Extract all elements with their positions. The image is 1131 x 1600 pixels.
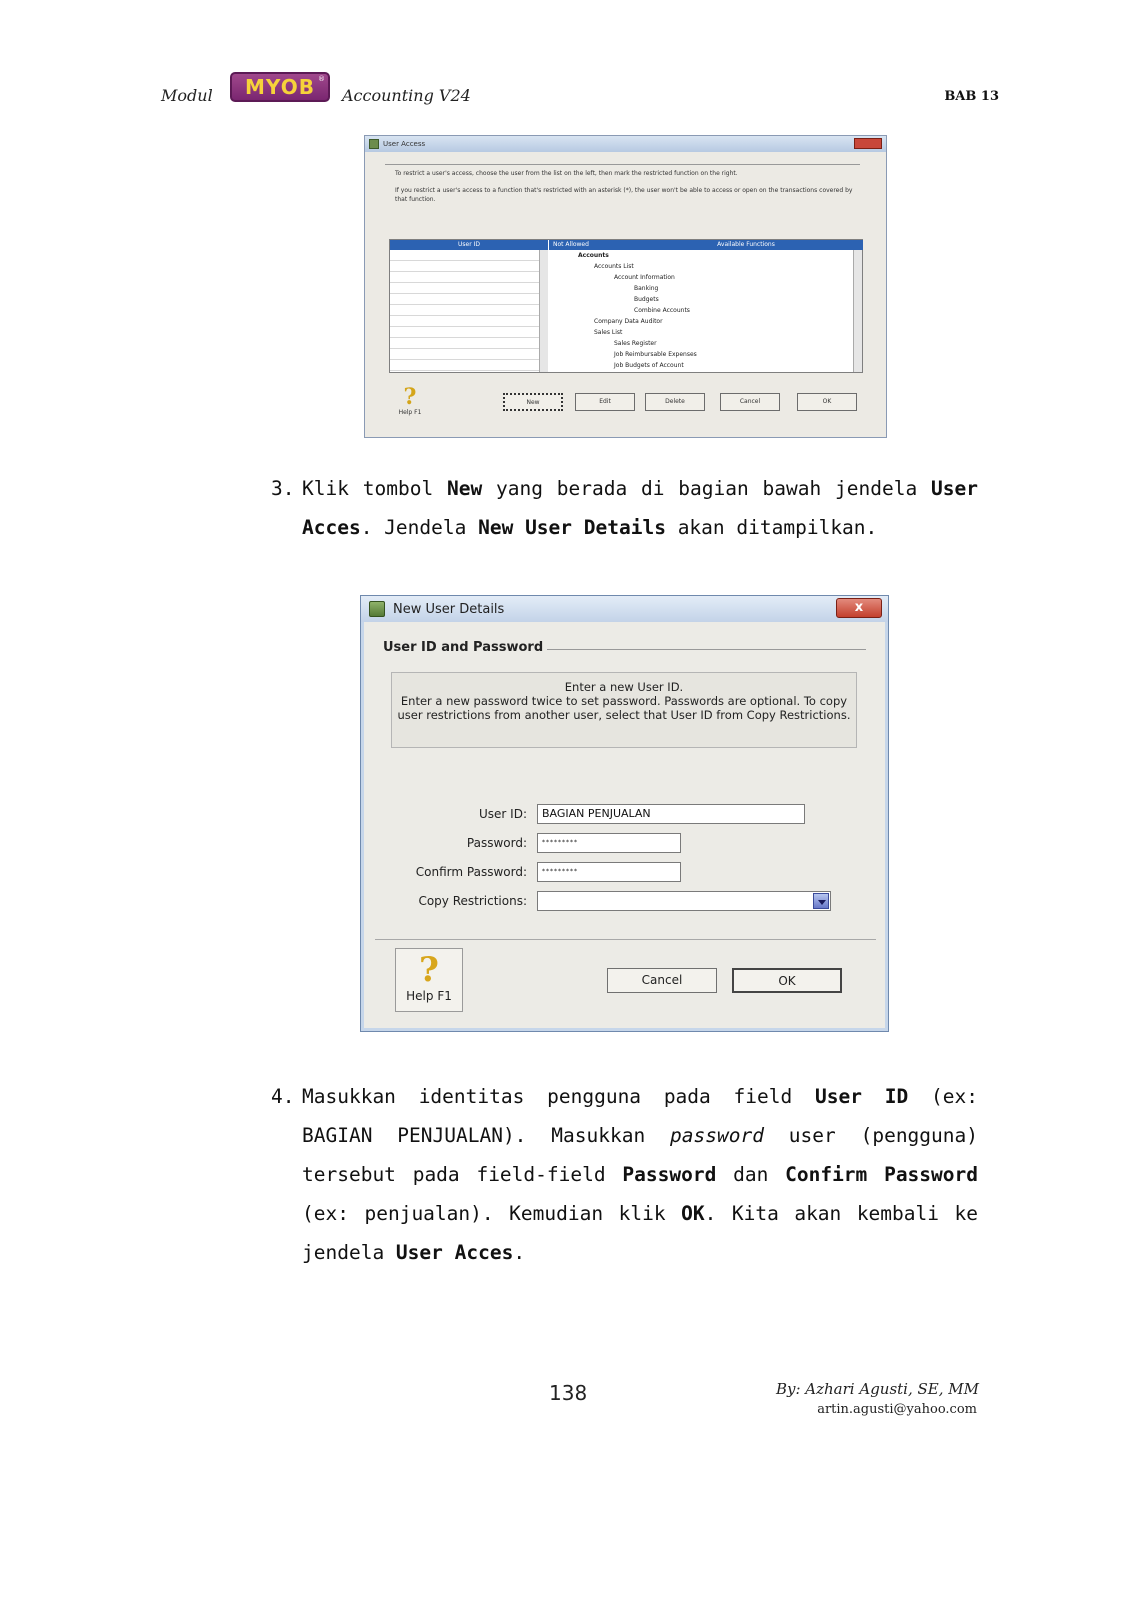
confirm-password-input[interactable]: *********: [537, 862, 681, 882]
copy-restrictions-select[interactable]: [537, 891, 831, 911]
header-accounting: Accounting V24: [342, 86, 471, 105]
user-access-titlebar: [365, 136, 886, 152]
tree-item[interactable]: Budgets: [634, 296, 659, 303]
new-user-title: New User Details: [393, 601, 505, 617]
copy-restrictions-label: Copy Restrictions:: [418, 894, 527, 908]
text: (ex: BAGIAN PENJUALAN). Masukkan: [302, 1085, 978, 1147]
divider: [375, 939, 876, 940]
app-icon: [369, 139, 379, 149]
chapter-label: BAB 13: [944, 89, 999, 104]
tree-item[interactable]: Job Budgets of Account: [614, 362, 684, 369]
info-line: Enter a new User ID.: [564, 680, 684, 694]
col-available-functions: Available Functions: [629, 240, 863, 250]
info-line: user restrictions from another user, select that User ID from Copy Restrictions.: [397, 708, 851, 722]
bold-text: User ID: [815, 1085, 909, 1108]
user-access-title: User Access: [383, 140, 426, 148]
text: (ex: penjualan). Kemudian klik: [302, 1202, 682, 1225]
text: dan: [716, 1163, 786, 1186]
bold-text: OK: [681, 1202, 705, 1225]
bold-text: User Acces: [302, 477, 978, 539]
myob-logo: [230, 72, 330, 102]
help-question-icon: ?: [419, 950, 439, 990]
cancel-button[interactable]: Cancel: [720, 393, 780, 411]
instruction-2: If you restrict a user's access to a function that's restricted with an asterisk (*), the user won't be able to access or open on the transactions covered by that function.: [395, 187, 853, 203]
bold-text: User Acces: [395, 1241, 514, 1264]
new-user-details-window: [360, 595, 889, 1032]
tree-item[interactable]: Sales Register: [614, 340, 657, 347]
scrollbar[interactable]: [539, 250, 548, 372]
header-modul: Modul: [161, 86, 213, 105]
password-input[interactable]: *********: [537, 833, 681, 853]
ok-button[interactable]: OK: [732, 968, 842, 993]
password-label: Password:: [466, 836, 527, 850]
step-3: [271, 469, 978, 547]
tree-item[interactable]: Banking: [634, 285, 659, 292]
info-box: [391, 672, 857, 748]
help-question-icon: ?: [403, 384, 417, 410]
tree-item[interactable]: Sales List: [594, 329, 623, 336]
author-email: artin.agusti@yahoo.com: [817, 1402, 977, 1417]
scrollbar[interactable]: [853, 250, 862, 372]
bold-text: New User Details: [478, 516, 666, 539]
author: By: Azhari Agusti, SE, MM: [775, 1380, 979, 1398]
text: akan ditampilkan.: [665, 516, 878, 539]
new-button[interactable]: New: [503, 393, 563, 411]
instruction-1: To restrict a user's access, choose the user from the list on the left, then mark the restricted function on the right.: [395, 170, 738, 177]
text: . Jendela: [360, 516, 479, 539]
text: user (pengguna) tersebut pada field-field: [302, 1124, 978, 1186]
text: yang berada di bagian bawah jendela: [482, 477, 932, 500]
tree-item[interactable]: Company Data Auditor: [594, 318, 663, 325]
italic-text: password: [670, 1124, 764, 1147]
user-id-input[interactable]: BAGIAN PENJUALAN: [537, 804, 805, 824]
step-number: 4.: [271, 1085, 295, 1108]
tree-item[interactable]: Combine Accounts: [634, 307, 690, 314]
user-access-window: [364, 135, 887, 438]
help-button[interactable]: [393, 385, 427, 421]
delete-button[interactable]: Delete: [645, 393, 705, 411]
info-line: Enter a new password twice to set password. Passwords are optional. To copy: [400, 694, 848, 708]
user-id-list[interactable]: [390, 250, 548, 372]
chevron-down-icon[interactable]: [813, 893, 829, 909]
tree-item[interactable]: Accounts List: [594, 263, 634, 270]
page-number: 138: [549, 1381, 588, 1405]
tree-item[interactable]: Job Reimbursable Expenses: [614, 351, 697, 358]
help-button[interactable]: [395, 948, 463, 1012]
function-tree[interactable]: [558, 250, 848, 371]
text: Masukkan identitas pengguna pada field: [302, 1085, 816, 1108]
bold-text: Password: [622, 1163, 717, 1186]
text: .: [513, 1241, 526, 1264]
group-title: User ID and Password: [383, 640, 547, 655]
col-not-allowed: Not Allowed: [549, 240, 629, 250]
close-icon[interactable]: x: [836, 598, 882, 618]
text: Klik tombol: [302, 477, 447, 500]
logo-registered-mark: ®: [318, 75, 325, 83]
step-text: [302, 1077, 978, 1272]
divider: [385, 164, 860, 165]
step-4: [271, 1077, 978, 1272]
restrictions-panel: [389, 239, 863, 373]
help-label: Help F1: [398, 409, 422, 416]
app-icon: [369, 601, 385, 617]
logo-text: MYOB: [245, 75, 315, 99]
user-id-label: User ID:: [479, 807, 527, 821]
close-icon[interactable]: [854, 138, 882, 149]
step-number: 3.: [271, 477, 295, 500]
col-user-id: User ID: [390, 240, 548, 250]
tree-item[interactable]: Account Information: [614, 274, 675, 281]
step-text: [302, 469, 978, 547]
ok-button[interactable]: OK: [797, 393, 857, 411]
confirm-password-label: Confirm Password:: [415, 865, 527, 879]
tree-item[interactable]: Accounts: [578, 252, 609, 259]
edit-button[interactable]: Edit: [575, 393, 635, 411]
cancel-button[interactable]: Cancel: [607, 968, 717, 993]
new-user-titlebar: [361, 596, 888, 622]
user-access-instructions: [395, 169, 865, 204]
help-label: Help F1: [406, 989, 452, 1003]
bold-text: New: [447, 477, 483, 500]
text: . Kita akan kembali ke jendela: [302, 1202, 978, 1264]
bold-text: Confirm Password: [785, 1163, 978, 1186]
